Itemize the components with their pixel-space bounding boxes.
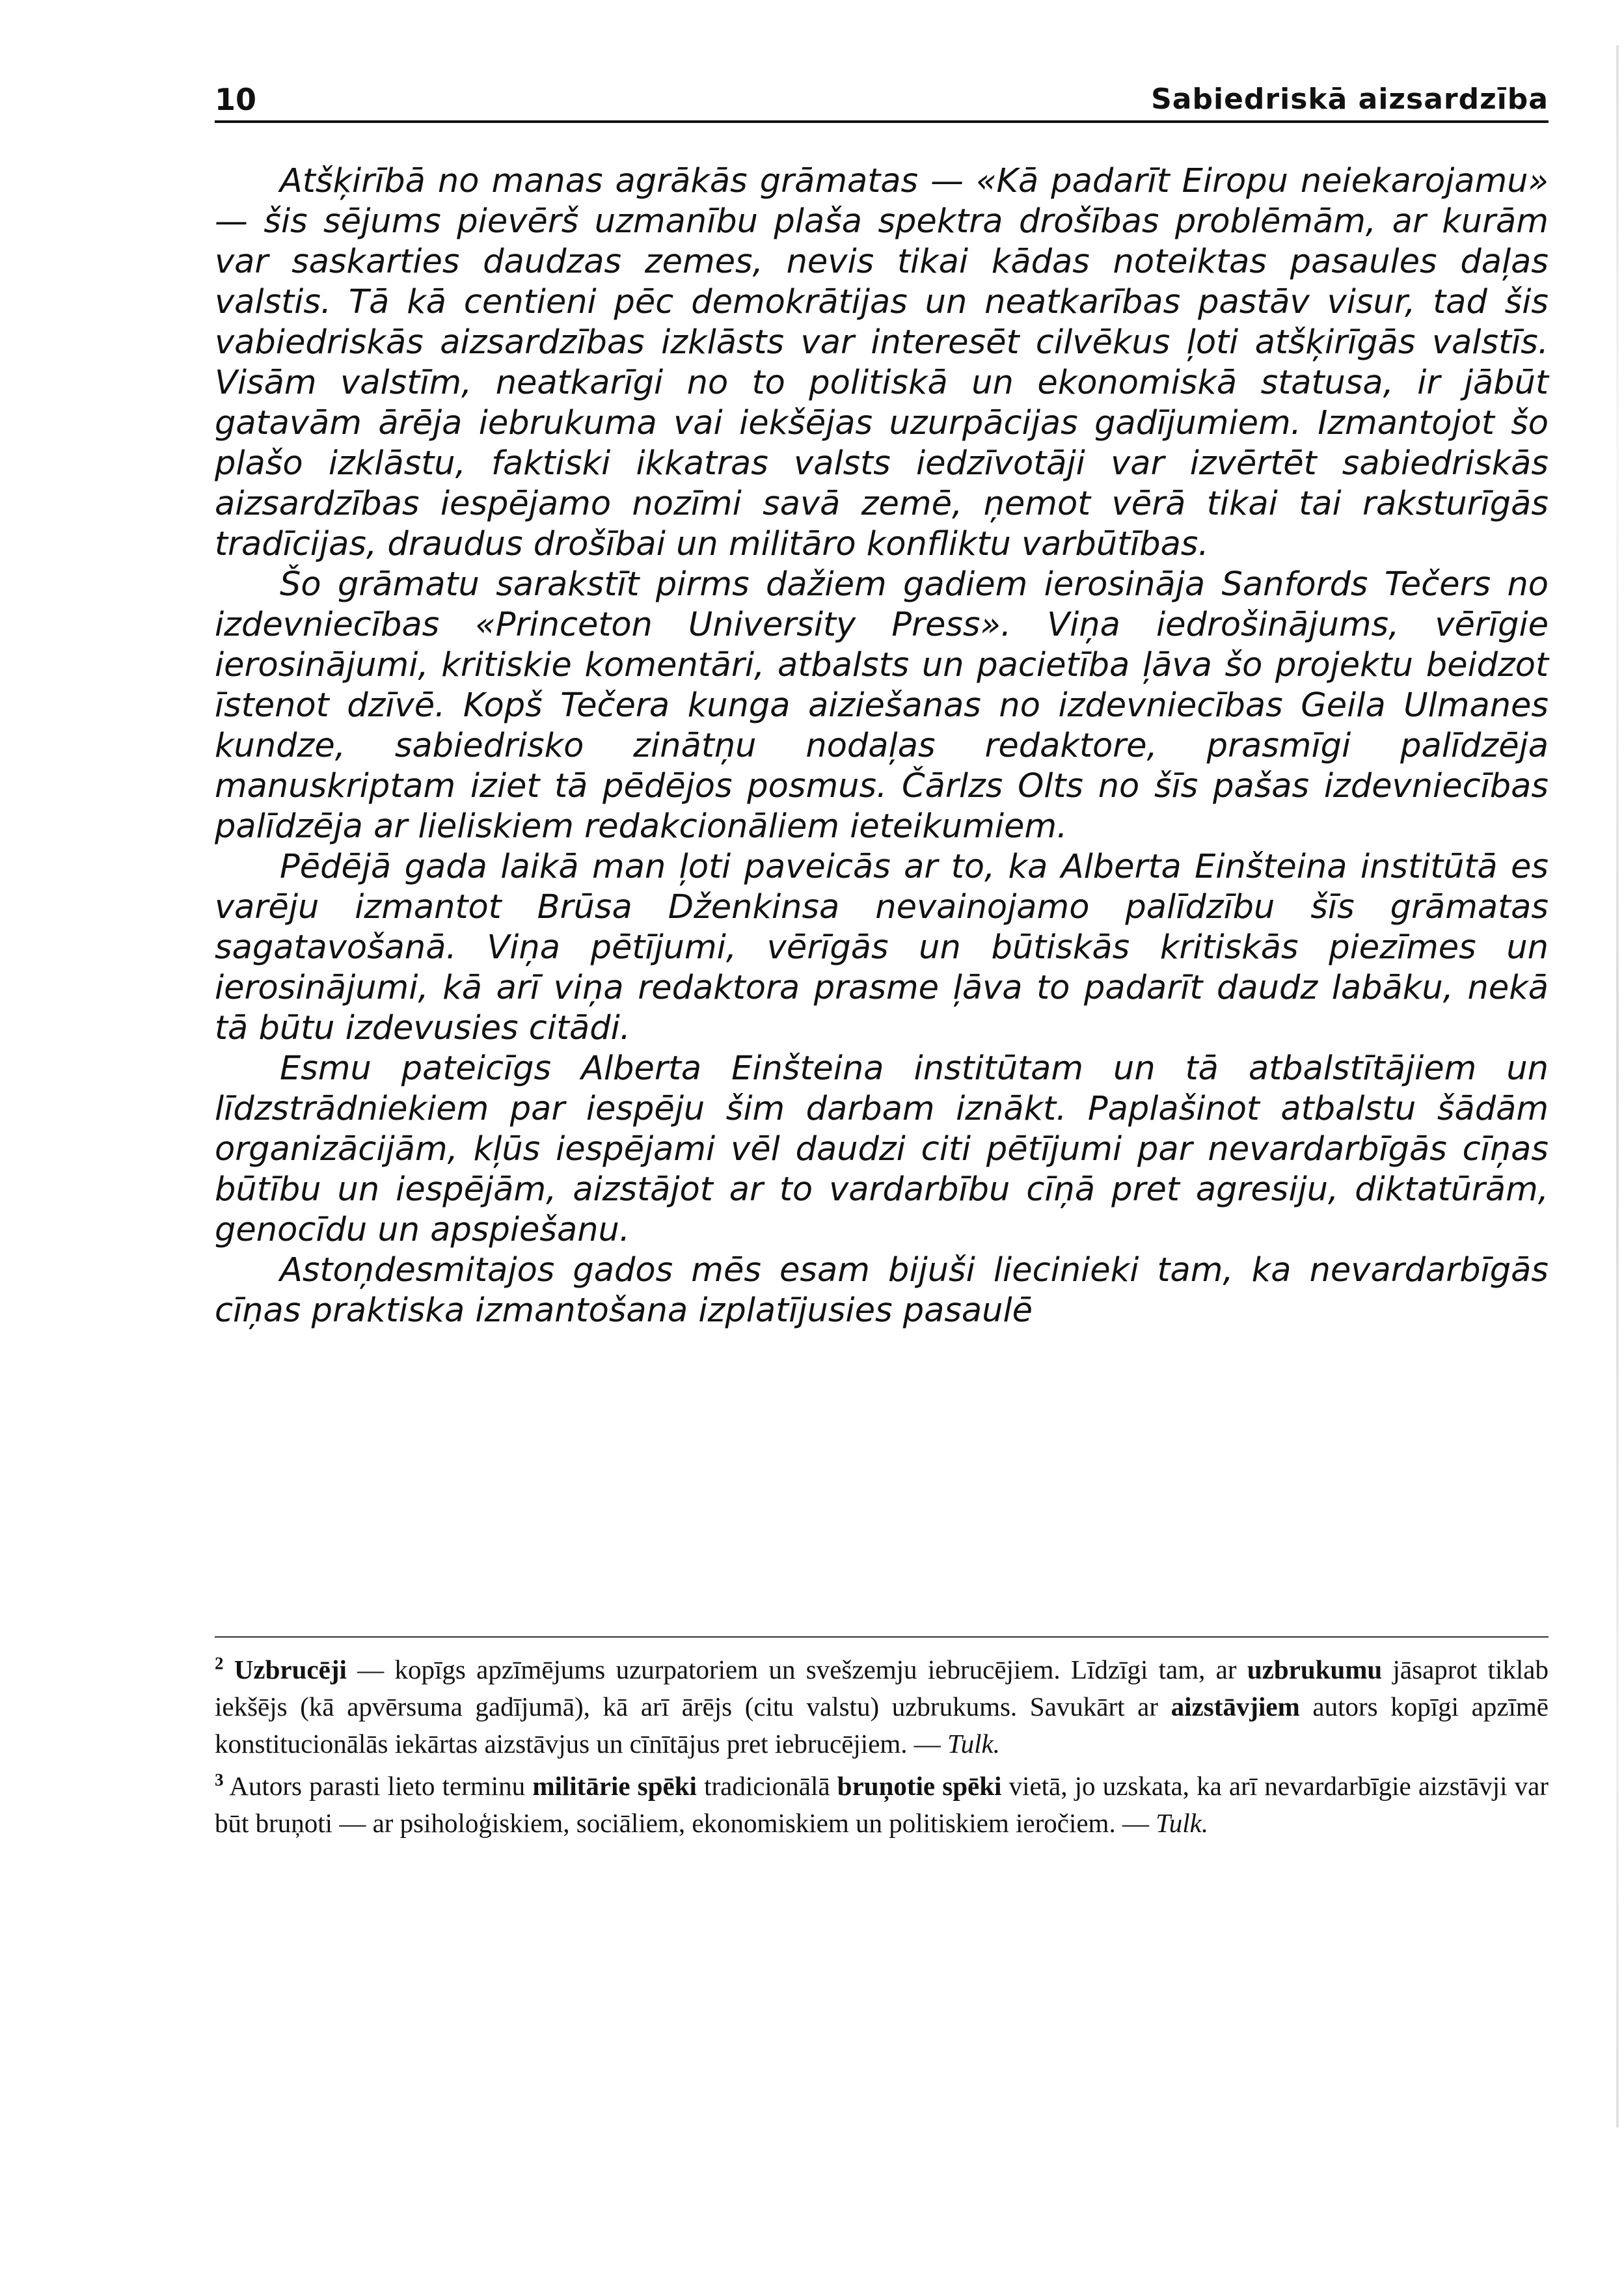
footnote-2 bbox=[215, 1651, 1549, 1763]
footnote-text: jāsaprot tiklab iekšējs (kā apvērsuma gadījumā), kā arī ārējs (citu valstu) uzbrukums. Savukārt ar bbox=[215, 1655, 1549, 1722]
scan-edge-shadow bbox=[1616, 46, 1619, 2128]
book-page bbox=[215, 0, 1549, 2283]
page-header bbox=[215, 81, 1549, 123]
translator-credit: Tulk. bbox=[947, 1729, 1000, 1759]
running-title: Sabiedriskā aizsardzība bbox=[1151, 83, 1549, 116]
paragraph: Astoņdesmitajos gados mēs esam bijuši liecinieki tam, ka nevardarbīgās cīņas praktiska izmantošana izplatījusies pasaulē bbox=[215, 1251, 1549, 1330]
footnote-text: — kopīgs apzīmējums uzurpatoriem un svešzemju iebrucējiem. Līdzīgi tam, ar bbox=[346, 1655, 1247, 1684]
footnote-text: tradicionālā bbox=[696, 1771, 837, 1801]
footnotes bbox=[215, 1651, 1549, 1847]
footnote-term: aizstāvjiem bbox=[1171, 1692, 1300, 1722]
paragraph: Esmu pateicīgs Alberta Einšteina institūtam un tā atbalstītājiem un līdzstrādniekiem par iespēju šim darbam iznākt. Paplašinot atbalstu šādām organizācijām, kļūs iespējami vēl daudzi citi pētījumi par nevardarbīgās cīņas būtību un iespējām, aizstājot ar to vardarbību cīņā pret agresiju, diktatūrām, genocīdu un apspiešanu. bbox=[215, 1049, 1549, 1249]
footnote-text: autors kopīgi apzīmē konstitucionālās iekārtas aizstāvjus un cīnītājus pret iebrucējiem. — bbox=[215, 1692, 1549, 1759]
footnote-text: vietā, jo uzskata, ka arī nevardarbīgie aizstāvji var būt bruņoti — ar psiholoģiskiem, sociāliem, ekonomiskiem un politiskiem ieročiem. — bbox=[215, 1771, 1549, 1838]
paragraph: Pēdējā gada laikā man ļoti paveicās ar to, ka Alberta Einšteina institūtā es varēju izmantot Brūsa Dženkinsa nevainojamo palīdzību šīs grāmatas sagatavošanā. Viņa pētījumi, vērīgās un būtiskās kritiskās piezīmes un ierosinājumi, kā arī viņa redaktora prasme ļāva to padarīt daudz labāku, nekā tā būtu izdevusies citādi. bbox=[215, 848, 1549, 1047]
footnote-term: bruņotie spēki bbox=[837, 1771, 1002, 1801]
footnote-term: militārie spēki bbox=[532, 1771, 697, 1801]
main-text bbox=[215, 161, 1549, 1331]
footnote-marker: 2 bbox=[215, 1653, 224, 1673]
footnote-divider bbox=[215, 1636, 1549, 1638]
footnote-term: uzbrukumu bbox=[1247, 1655, 1383, 1684]
paragraph: Šo grāmatu sarakstīt pirms dažiem gadiem ierosināja Sanfords Tečers no izdevniecības «Princeton University Press». Viņa iedrošinājums, vērīgie ierosinājumi, kritiskie komentāri, atbalsts un pacietība ļāva šo projektu beidzot īstenot dzīvē. Kopš Tečera kunga aiziešanas no izdevniecības Geila Ulmanes kundze, sabiedrisko zinātņu nodaļas redaktore, prasmīgi palīdzēja manuskriptam iziet tā pēdējos posmus. Čārlzs Olts no šīs pašas izdevniecības palīdzēja ar lieliskiem redakcionāliem ieteikumiem. bbox=[215, 565, 1549, 846]
translator-credit: Tulk. bbox=[1156, 1808, 1209, 1838]
paragraph: Atšķirībā no manas agrākās grāmatas — «Kā padarīt Eiropu neiekarojamu» — šis sējums pievērš uzmanību plaša spektra drošības problēmām, ar kurām var saskarties daudzas zemes, nevis tikai kādas noteiktas pasaules daļas valstis. Tā kā centieni pēc demokrātijas un neatkarības pastāv visur, tad šis vabiedriskās aizsardzības izklāsts var interesēt cilvēkus ļoti atšķirīgās valstīs. Visām valstīm, neatkarīgi no to politiskā un ekonomiskā statusa, ir jābūt gatavām ārēja iebrukuma vai iekšējas uzurpācijas gadījumiem. Izmantojot šo plašo izklāstu, faktiski ikkatras valsts iedzīvotāji var izvērtēt sabiedriskās aizsardzības iespējamo nozīmi savā zemē, ņemot vērā tikai tai raksturīgās tradīcijas, draudus drošībai un militāro konfliktu varbūtības. bbox=[215, 162, 1549, 563]
page-number: 10 bbox=[215, 82, 257, 117]
footnote-text: Autors parasti lieto terminu bbox=[229, 1771, 533, 1801]
footnote-marker: 3 bbox=[215, 1770, 224, 1790]
footnote-term: Uzbrucēji bbox=[234, 1655, 347, 1684]
footnote-3 bbox=[215, 1768, 1549, 1842]
